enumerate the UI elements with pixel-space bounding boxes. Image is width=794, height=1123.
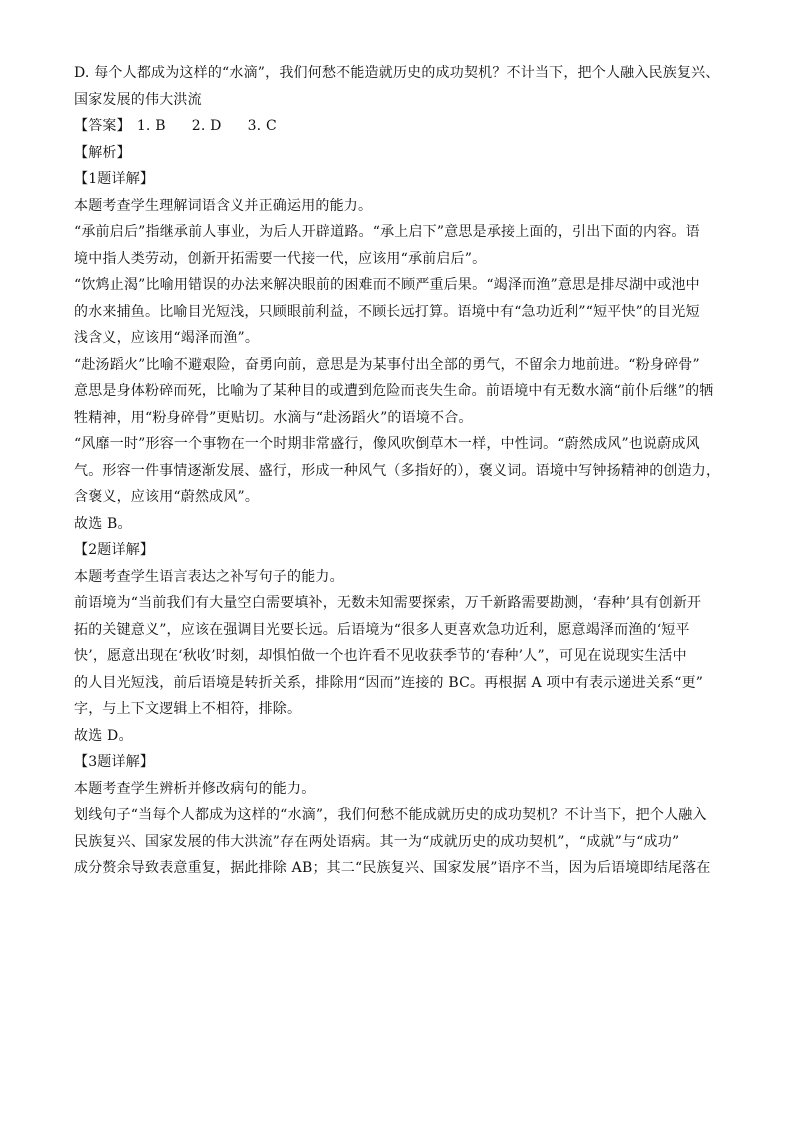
- text-line: 气。形容一件事情逐渐发展、盛行，形成一种风气（多指好的），褒义词。语境中写钟扬精神的创造力，: [74, 462, 721, 479]
- document-body: [74, 60, 722, 882]
- text-line: D. 每个人都成为这样的“水滴”，我们何愁不能造就历史的成功契机？不计当下，把个人融入民族复兴、: [74, 65, 720, 81]
- text-line: 本题考查学生理解词语含义并正确运用的能力。: [74, 197, 373, 214]
- answer-line: [74, 113, 722, 140]
- text-line: 境中指人类劳动，创新开拓需要一代接一代，应该用“承前启后”。: [74, 250, 487, 267]
- question-heading: 【2题详解】: [74, 542, 155, 558]
- text-line: 牲精神，用“粉身碎骨”更贴切。水滴与“赴汤蹈火”的语境不合。: [74, 409, 473, 426]
- question-heading: 【1题详解】: [74, 171, 155, 187]
- answer-1: 1. B: [136, 118, 166, 134]
- question-heading: 【3题详解】: [74, 754, 155, 770]
- text-line: 的水来捕鱼。比喻目光短浅，只顾眼前利益，不顾长远打算。语境中有“急功近利”“短平快”的目光短: [74, 303, 700, 320]
- section-heading: 【解析】: [74, 144, 131, 161]
- text-line: 含褒义，应该用“蔚然成风”。: [74, 489, 260, 505]
- text-line: 划线句子“当每个人都成为这样的“水滴”，我们何愁不能成就历史的成功契机？不计当下，把个人融入: [74, 807, 707, 823]
- text-line: 字，与上下文逻辑上不相符，排除。: [74, 701, 302, 717]
- answer-2: 2. D: [191, 118, 222, 134]
- text-line: “风靡一时”形容一个事物在一个时期非常盛行，像风吹倒草木一样，中性词。“蔚然成风”也说蔚成风: [74, 436, 700, 452]
- answer-label: 【答案】: [74, 118, 131, 134]
- text-line: 意思是身体粉碎而死，比喻为了某种目的或遭到危险而丧失生命。前语境中有无数水滴“前仆后继”的牺: [74, 383, 714, 399]
- text-line: 浅含义，应该用“竭泽而渔”。: [74, 330, 260, 346]
- text-line: 故选 B。: [74, 515, 132, 532]
- text-line: “承前启后”指继承前人事业，为后人开辟道路。“承上启下”意思是承接上面的，引出下面的内容。语: [74, 224, 700, 240]
- text-line: 本题考查学生语言表达之补写句子的能力。: [74, 568, 344, 585]
- answer-3: 3. C: [247, 118, 277, 134]
- text-line: 拓的关键意义”，应该在强调目光要长远。后语境为“很多人更喜欢急功近利，愿意竭泽而渔的‘短平: [74, 621, 690, 638]
- text-line: 成分赘余导致表意重复，据此排除 AB；其二“民族复兴、国家发展”语序不当，因为后语境即结尾落在: [74, 860, 711, 876]
- text-line: “饮鸩止渴”比喻用错误的办法来解决眼前的困难而不顾严重后果。“竭泽而渔”意思是排尽湖中或池中: [74, 277, 700, 293]
- text-line: “赴汤蹈火”比喻不避艰险，奋勇向前，意思是为某事付出全部的勇气，不留余力地前进。“粉身碎骨”: [74, 356, 700, 373]
- text-line: 本题考查学生辨析并修改病句的能力。: [74, 780, 316, 797]
- text-line: 快’，愿意出现在‘秋收’时刻，却惧怕做一个也许看不见收获季节的‘春种’人”，可见在说现实生活中: [74, 648, 687, 664]
- text-line: 民族复兴、国家发展的伟大洪流”存在两处语病。其一为“成就历史的成功契机”，“成就”与“成功”: [74, 833, 680, 850]
- text-line: 国家发展的伟大洪流: [74, 91, 202, 108]
- text-line: 故选 D。: [74, 727, 133, 744]
- text-line: 的人目光短浅，前后语境是转折关系，排除用“因而”连接的 BC。再根据 A 项中有表示递进关系“更”: [74, 674, 704, 691]
- text-line: 前语境为“当前我们有大量空白需要填补，无数未知需要探索，万千新路需要勘测，‘春种’具有创新开: [74, 595, 702, 611]
